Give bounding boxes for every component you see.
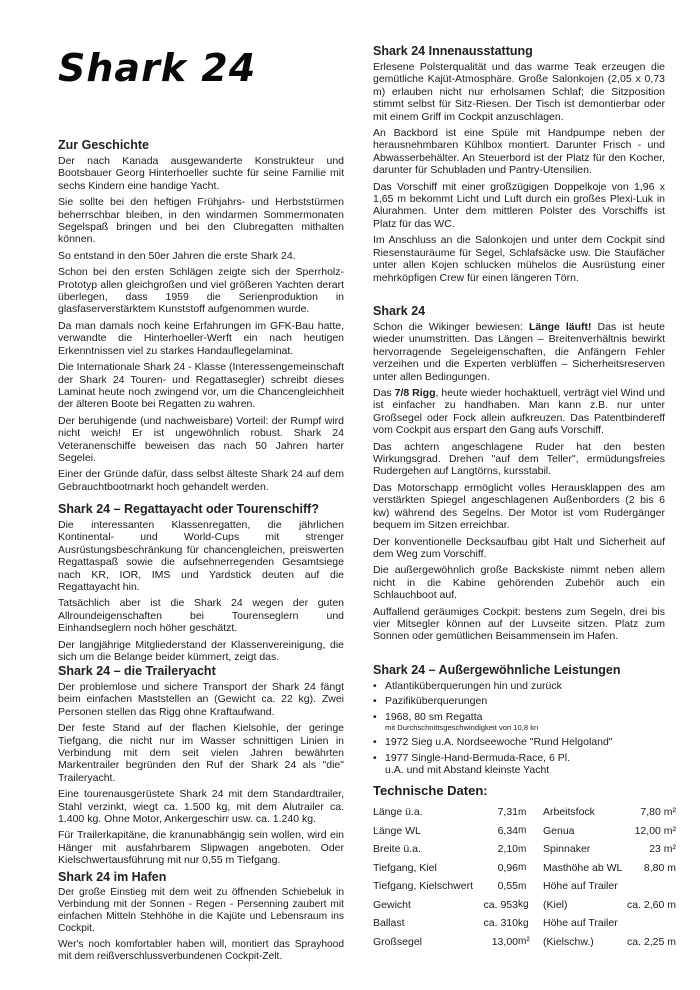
history-heading: Zur Geschichte (58, 138, 149, 152)
trailer-heading: Shark 24 – die Traileryacht (58, 664, 216, 678)
list-item (373, 752, 665, 777)
achievement-text: 1968, 80 sm Regatta (385, 710, 483, 723)
table-row (373, 914, 676, 933)
achievement-text: Atlantiküberquerungen hin und zurück (385, 680, 562, 692)
spec-value: 23 m² (649, 843, 677, 856)
spec-gap (531, 896, 543, 915)
spec-gap (531, 877, 543, 896)
spec-label: Höhe auf Trailer (543, 880, 618, 893)
history-paragraph: Der nach Kanada ausgewanderte Konstrukteur und Bootsbauer Georg Hinterhoeller suchte für seine Familie mit sechs Kindern eine handige Yacht. (58, 155, 344, 192)
history-paragraph: Schon bei den ersten Schlägen zeigte sich der Sperrholz-Prototyp allen gleichgroßen und viel größeren Yachten derart überlegen, dass 1959 die Serienproduktion in glasfaserverstärktem Kunststoff aufgenommen wurde. (58, 266, 344, 316)
trailer-paragraph: Eine tourenausgerüstete Shark 24 mit dem Standardtrailer, Stahl verzinkt, wiegt ca. 1.500 kg, mit dem Alutrailer ca. 1.400 kg. Ohne Motor, Ankergeschirr usw. ca. 1.240 kg. (58, 788, 344, 826)
spec-value: 6,34 (497, 824, 518, 837)
spec-value: 0,96 (497, 861, 518, 874)
spec-unit: kg (518, 917, 529, 929)
spec-gap (531, 840, 543, 859)
history-paragraph: Da man damals noch keine Erfahrungen im GFK-Bau hatte, verwandte die Hinterhoeller-Werft ein nach heutigen Erkenntnissen viel zu starkes Handauflegelaminat. (58, 319, 344, 357)
spec-unit: m (518, 843, 527, 855)
spec-label: Masthöhe ab WL (543, 861, 623, 874)
spec-unit: m (518, 862, 527, 874)
table-row (373, 896, 676, 915)
spec-label: Länge ü.a. (373, 806, 423, 819)
spec-gap (531, 822, 543, 841)
table-row (373, 803, 676, 822)
shark-emphasis: Länge läuft! (528, 321, 592, 333)
spec-gap (531, 859, 543, 878)
regatta-paragraph: Tatsächlich aber ist die Shark 24 wegen der guten Allroundeigenschaften bei Tourenseglern und Einhandseglern noch höher geschätzt. (58, 597, 344, 635)
shark-heading: Shark 24 (373, 304, 426, 318)
spec-label: Tiefgang, Kiel (373, 861, 437, 874)
history-paragraph: Einer der Gründe dafür, dass selbst älteste Shark 24 auf dem Gebrauchtbootmarkt hoch gehandelt werden. (58, 468, 344, 493)
specs-heading: Technische Daten: (373, 783, 488, 798)
spec-label: (Kiel) (543, 898, 568, 911)
shark-paragraph: Das achtern angeschlagene Ruder hat den besten Wirkungsgrad. Drehen "auf dem Teller", ermüdungsfreies Rudergehen auf Langtörns, kursstabil. (373, 440, 665, 478)
spec-label: Gewicht (373, 898, 411, 911)
specs-table (373, 803, 676, 951)
page-title: Shark 24 (58, 46, 257, 90)
shark-paragraph (373, 387, 665, 437)
shark-text: , heute wieder hochaktuell, verträgt viel Wind und ist einfacher zu handhaben. Man kann z.B. nur unter Großsegel oder Fock allein aufkreuzen. Das Patentbindereff vom Cockpit aus erspart den Gang aufs Vorschiff. (373, 387, 666, 437)
spec-unit: m (518, 806, 527, 818)
regatta-paragraph: Der langjährige Mitgliederstand der Klassenvereinigung, die sich um die Belange beider kümmert, zeigt das. (58, 638, 344, 664)
spec-gap (531, 933, 543, 952)
spec-label: Länge WL (373, 824, 421, 837)
list-item (373, 695, 665, 707)
table-row (373, 933, 676, 952)
harbor-paragraph: Wer's noch komfortabler haben will, montiert das Sprayhood mit dem reißverschlussverbundenen Cockpit-Zelt. (58, 939, 344, 962)
spec-label: Breite ü.a. (373, 843, 421, 856)
spec-value: 8,80 m (643, 861, 677, 874)
history-paragraph: Sie sollte bei den heftigen Frühjahrs- und Herbststürmen beherrschbar bleiben, in den windarmen Sommermonaten Segelspaß bringen und bei den Clubregatten mithalten können. (58, 196, 344, 246)
spec-unit: m (518, 825, 527, 837)
spec-label: Genua (543, 824, 575, 837)
interior-paragraph: An Backbord ist eine Spüle mit Handpumpe neben der herausnehmbaren Kühlbox montiert. Darunter Frisch - und Abwasserbehälter. An Steuerbord ist der Platz für den Kocher, darunter für Schubladen und Pantry-Utensilien. (373, 127, 665, 177)
history-paragraph: Der beruhigende (und nachweisbare) Vorteil: der Rumpf wird nicht weich! Er ist ungewöhnlich robust. Shark 24 Veteranenschiffe beweisen das nach 50 Jahren harter Segelei. (58, 414, 344, 464)
regatta-heading: Shark 24 – Regattayacht oder Tourenschiff? (58, 502, 319, 516)
shark-paragraph: Der konventionelle Decksaufbau gibt Halt und Sicherheit auf dem Weg zum Vorschiff. (373, 535, 665, 560)
spec-value: 12,00 m² (634, 824, 677, 837)
shark-paragraph: Das Motorschapp ermöglicht volles Herausklappen des am verstärkten Spiegel angeschlagenen Außenborders (2 bis 6 kw) während des Segelns. Der Motor ist vom Rudergänger bequem im Sitzen erreichbar. (373, 481, 665, 532)
shark-paragraph: Auffallend geräumiges Cockpit: bestens zum Segeln, drei bis vier Mitsegler können auf der Luvseite sitzen. Platz zum Sonnen oder gemütlichen Beisammensein im Hafen. (373, 605, 665, 643)
spec-value: 0,55 (497, 880, 518, 893)
spec-label: Tiefgang, Kielschwert (373, 880, 473, 893)
spec-gap (531, 803, 543, 822)
table-row (373, 840, 676, 859)
spec-value: 13,00 (491, 935, 518, 948)
spec-value: ca. 2,60 m (627, 898, 677, 911)
spec-label: (Kielschw.) (543, 935, 594, 948)
achievement-text: 1972 Sieg u.A. Nordseewoche "Rund Helgoland" (385, 736, 613, 749)
achievement-text: 1977 Single-Hand-Bermuda-Race, 6 Pl. u.A. und mit Abstand kleinste Yacht (385, 751, 571, 777)
shark-text: Das (373, 387, 395, 400)
spec-value: 7,31 (497, 806, 518, 819)
spec-value (627, 877, 676, 896)
trailer-paragraph: Für Trailerkapitäne, die kranunabhängig sein wollen, wird ein Hänger mit ausfahrbarem Slipwagen angeboten. Oder Kielschwertausführung mit nur 0,55 m Tiefgang. (58, 829, 344, 867)
trailer-paragraph: Der problemlose und sichere Transport der Shark 24 fängt beim einfachen Maststellen an (Gewicht ca. 22 kg). Zwei Personen stellen das Rigg ohne Kraftaufwand. (58, 681, 344, 718)
achievement-text: Pazifiküberquerungen (385, 695, 488, 708)
shark-text: Schon die Wikinger bewiesen: (373, 321, 529, 333)
regatta-paragraph: Die interessanten Klassenregatten, die jährlichen Kontinental- und World-Cups mit strenger Ausrüstungsbeschränkung für chancengleichen, preiswerten Regattaspaß sowie die aufsehnerregenden Gesamtsiege nach KR, IOR, IMS und Yardstick deuten auf die Regattayacht hin. (58, 519, 344, 594)
list-item (373, 736, 665, 748)
harbor-paragraph: Der große Einstieg mit dem weit zu öffnenden Schiebeluk in Verbindung mit der Sonnen - Regen - Persenning zaubert mit einfachen Mitteln Stehhöhe in die Kajüte und Lebensraum ins Cockpit. (58, 887, 344, 934)
harbor-heading: Shark 24 im Hafen (58, 870, 167, 884)
history-paragraph: Die Internationale Shark 24 - Klasse (Interessengemeinschaft der Shark 24 Touren- und Regattasegler) schreibt dieses Laminat heute noch zwingend vor, um die Chancengleichheit der älteren Boote bei Regatten zu wahren. (58, 361, 344, 411)
shark-emphasis: 7/8 Rigg (394, 387, 436, 400)
spec-label: Ballast (373, 917, 405, 930)
interior-paragraph: Das Vorschiff mit einer großzügigen Doppelkoje von 1,96 x 1,65 m bekommt Licht und Luft durch ein großes Plexi-Luk in Alurahmen. Unter dem mittleren Polster des Vorschiffs ist Platz für das WC. (373, 180, 665, 230)
shark-paragraph (373, 321, 665, 383)
shark-paragraph: Die außergewöhnlich große Backskiste nimmt neben allem nicht in die Kabine gehörenden Zubehör auch ein Schlauchboot auf. (373, 564, 665, 602)
spec-gap (531, 914, 543, 933)
interior-paragraph: Erlesene Polsterqualität und das warme Teak erzeugen die gemütliche Kajüt-Atmosphäre. Große Salonkojen (2,05 x 0,73 m) erlauben nicht nur erholsamen Schlaf; die Sitzposition stimmt selbst für Sitz-Riesen. Der Tisch ist demontierbar oder mit einem Griff im Cockpit anzuschlagen. (373, 61, 665, 123)
spec-label: Großsegel (373, 935, 423, 948)
achievements-list (373, 680, 665, 776)
table-row (373, 822, 676, 841)
interior-heading: Shark 24 Innenausstattung (373, 44, 533, 58)
spec-label: Höhe auf Trailer (543, 917, 618, 930)
spec-value: 7,80 m² (640, 806, 677, 819)
spec-value: ca. 310 (483, 917, 518, 930)
spec-value: ca. 2,25 m (627, 935, 677, 948)
spec-unit: m (518, 880, 527, 892)
shark-text: Das ist heute wieder unumstritten. Das Längen – Breitenverhältnis bewirkt hervorragende Segeleigenschaften, die Anfängern Fehler verzeihen und die Experten verblüffen – Sicherheitsreserven unter allen Bedingungen. (373, 321, 666, 383)
trailer-paragraph: Der feste Stand auf der flachen Kielsohle, der geringe Tiefgang, die nicht nur im Wasser schnittigen Linien in Verbindung mit dem seit vielen Jahren bewährten Markentrailer begründen den Ruf der Shark 24 als "die" Traileryacht. (58, 722, 344, 784)
spec-label: Arbeitsfock (543, 806, 595, 819)
spec-unit: kg (518, 899, 529, 911)
spec-value: 2,10 (497, 843, 518, 856)
achievement-subtext: mit Durchschnittsgeschwindigkeit von 10,8 kn (385, 723, 539, 733)
spec-unit: m² (518, 936, 530, 948)
spec-value (627, 914, 676, 933)
interior-paragraph: Im Anschluss an die Salonkojen und unter dem Cockpit sind Riesenstauräume für Segel, Schlafsäcke usw. Die Staufächer unter allen Kojen schlucken mühelos die Ausrüstung einer mehrköpfigen Crew für einen längeren Törn. (373, 234, 665, 284)
spec-label: Spinnaker (543, 843, 591, 856)
table-row (373, 859, 676, 878)
table-row (373, 877, 676, 896)
achievements-heading: Shark 24 – Außergewöhnliche Leistungen (373, 663, 621, 677)
list-item (373, 711, 665, 733)
list-item (373, 680, 665, 692)
spec-value: ca. 953 (483, 898, 518, 911)
history-paragraph: So entstand in den 50er Jahren die erste Shark 24. (58, 249, 296, 262)
